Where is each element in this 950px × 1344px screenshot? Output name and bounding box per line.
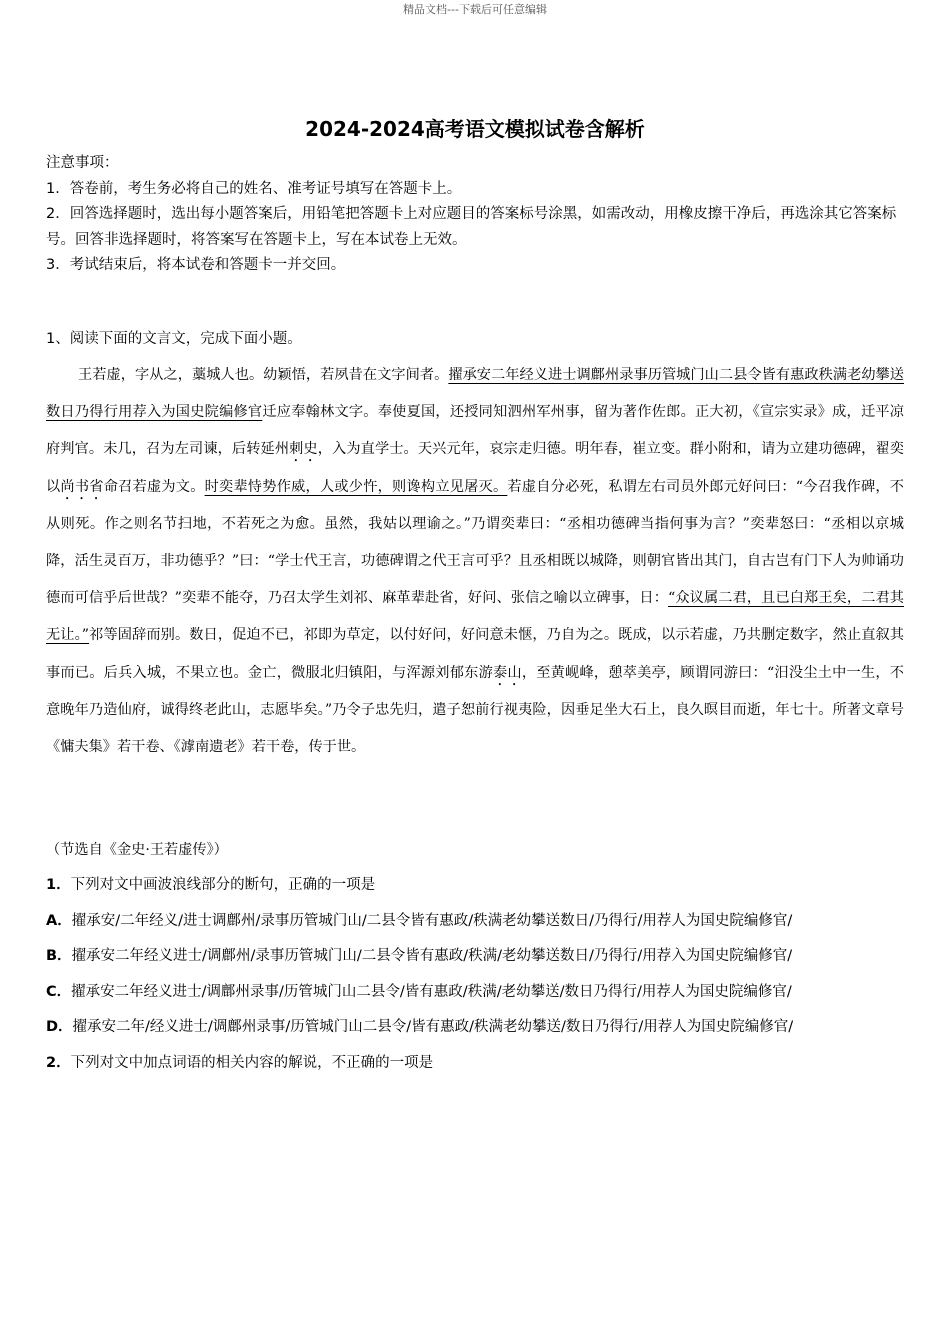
- option-text: 擢承安二年经义进士/调鄜州录事/历管城门山二县令/皆有惠政/秩满/老幼攀送/数日乃得行/用荐人为国史院编修官/: [71, 983, 792, 1000]
- option-a: [46, 904, 908, 940]
- passage-text: 王若虚，字从之，藁城人也。幼颖悟，若夙昔在文字间者。: [78, 367, 449, 383]
- questions: [46, 868, 908, 1081]
- wavy-underlined-sentence: 擢承安二年经义进士调鄜州录事历管城门山二县令皆有惠政秩满老幼攀送数日乃得行用荐入为国史院编修官: [46, 367, 904, 421]
- passage-source: （节选自《金史·王若虚传》）: [46, 842, 228, 858]
- option-b: [46, 939, 908, 975]
- option-text: 擢承安二年经义进士/调鄜州/录事历管城门山/二县令皆有惠政/秩满/老幼攀送数日/乃得行/用荐入为国史院编修官/: [71, 948, 793, 964]
- underlined-sentence: “众议属二君，且已白郑王矣，二君其无让。”: [46, 590, 904, 644]
- page-title: 2024-2024高考语文模拟试卷含解析: [305, 117, 645, 141]
- passage-text: ，入为直学士。天兴元年，哀宗走归德。明年春，崔立变。群小附和，请为立建功德碑，翟奕以: [46, 441, 904, 495]
- underlined-sentence: 时奕辈恃势作威，人或少忤，则谗构立见屠灭。: [204, 478, 508, 495]
- passage-text: 若虚自分必死，私谓左右司员外郎元好问曰：“今召我作碑，不从则死。作之则名节扫地，不若死之为愈。虽然，我姑以理谕之。”乃谓奕辈曰：“丞相功德碑当指何事为言？”奕辈怒曰：“丞相以京城降，活生灵百万，非功德乎？”曰：“学士代王言，功德碑谓之代王言可乎？且丞相既以城降，则朝官皆出其门，自古岂有门下人为帅诵功德而可信乎后世哉？”奕辈不能夺，乃召太学生刘祁、麻革辈赴省，好问、张信之喻以立碑事，日：: [46, 478, 904, 607]
- option-letter: C．: [46, 983, 72, 1000]
- option-letter: D．: [46, 1019, 73, 1035]
- passage-text: 命召若虚为文。: [103, 478, 205, 495]
- notes-heading: 注意事项：: [46, 155, 119, 171]
- question-text: 下列对文中画波浪线部分的断句，正确的一项是: [70, 877, 376, 893]
- option-text: 擢承安二年/经义进士/调鄜州录事/历管城门山二县令/皆有惠政/秩满老幼攀送/数日乃得行/用荐人为国史院编修官/: [72, 1019, 794, 1035]
- notes-item: 1．答卷前，考生务必将自己的姓名、准考证号填写在答题卡上。: [46, 180, 462, 197]
- question-stem: [46, 1046, 908, 1082]
- notes-item: 3．考试结束后，将本试卷和答题卡一并交回。: [46, 257, 346, 273]
- passage-text: 祁等固辞而别。数日，促迫不已，祁即为草定，以付好问，好问意未惬，乃自为之。既成，以示若虚，乃共删定数字，然止直叙其事而已。后兵入城，不果立也。金亡，微服北归镇阳，与浑源刘郁东游: [46, 627, 904, 681]
- question-intro: 1、阅读下面的文言文，完成下面小题。: [46, 331, 302, 347]
- question-text: 下列对文中加点词语的相关内容的解说，不正确的一项是: [70, 1054, 434, 1071]
- option-d: [46, 1010, 908, 1046]
- dotted-term: 尚书省: [60, 478, 104, 495]
- page-header: 精品文档---下载后可任意编辑: [403, 3, 547, 16]
- dotted-term: 刺史: [289, 441, 318, 458]
- question-number: 2．: [46, 1054, 71, 1071]
- exam-notes: [46, 151, 906, 279]
- passage-text: 迁应奉翰林文字。奉使夏国，还授同知泗州军州事，留为著作佐郎。正大初，《宣宗实录》成，迁平凉府判官。未几，召为左司谏，后转延州: [46, 404, 904, 458]
- option-c: [46, 975, 908, 1011]
- question-stem: [46, 868, 908, 904]
- classical-passage: [46, 357, 904, 766]
- question-number: 1．: [46, 877, 71, 893]
- dotted-term: 泰山: [492, 664, 522, 681]
- option-letter: A．: [46, 912, 72, 929]
- notes-item: 2．回答选择题时，选出每小题答案后，用铅笔把答题卡上对应题目的答案标号涂黑，如需改动，用橡皮擦干净后，再选涂其它答案标号。回答非选择题时，将答案写在答题卡上，写在本试卷上无效。: [46, 206, 897, 248]
- option-letter: B．: [46, 948, 72, 964]
- option-text: 擢承安/二年经义/进士调鄜州/录事历管城门山/二县令皆有惠政/秩满老幼攀送数日/乃得行/用荐人为国史院编修官/: [71, 912, 793, 929]
- passage-text: ，至黄岘峰，憩萃美亭，顾谓同游曰：“汨没尘土中一生，不意晚年乃造仙府，诚得终老此山，志愿毕矣。”乃令子忠先归，遣子恕前行视夷险，因垂足坐大石上，良久暝目而逝，年七十。所著文章号《慵夫集》若干卷、《滹南遗老》若干卷，传于世。: [46, 664, 904, 756]
